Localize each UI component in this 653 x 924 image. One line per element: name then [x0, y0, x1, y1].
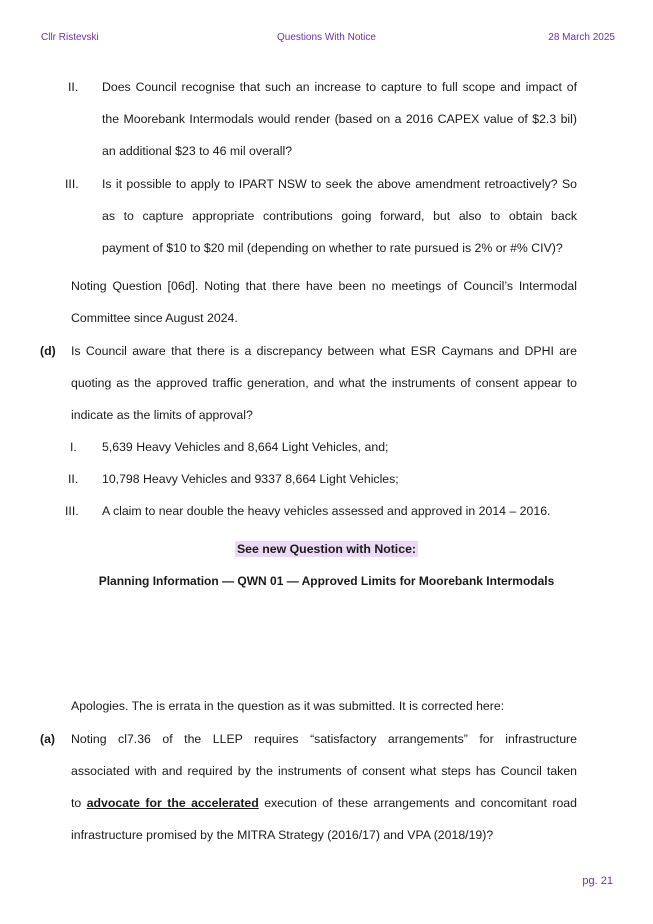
text-run: execution of these arrangements and concomitant road	[258, 796, 577, 810]
paragraph-line: Is it possible to apply to IPART NSW to seek the above amendment retroactively? So	[102, 177, 577, 191]
emphasis-text: advocate for the accelerated	[86, 796, 259, 810]
list-number: I.	[70, 440, 77, 454]
page-number: pg. 21	[582, 875, 613, 887]
paragraph-line: an additional $23 to 46 mil overall?	[102, 144, 293, 158]
question-label: (a)	[40, 732, 56, 746]
paragraph-line	[71, 795, 577, 811]
question-label: (d)	[40, 344, 56, 358]
list-number: III.	[65, 177, 79, 191]
header-title: Questions With Notice	[277, 32, 376, 43]
paragraph-line: Noting cl7.36 of the LLEP requires “satisfactory arrangements” for infrastructure	[71, 732, 577, 746]
text-run: to	[71, 796, 87, 810]
list-number: III.	[65, 504, 79, 518]
paragraph-line: the Moorebank Intermodals would render (based on a 2016 CAPEX value of $2.3 bil)	[102, 112, 577, 126]
list-item: 10,798 Heavy Vehicles and 9337 8,664 Light Vehicles;	[102, 472, 399, 486]
see-new-question-highlight: See new Question with Notice:	[236, 542, 416, 556]
header-author: Cllr Ristevski	[41, 32, 99, 43]
paragraph-line: as to capture appropriate contributions going forward, but also to obtain back	[102, 209, 577, 223]
paragraph-line: associated with and required by the instruments of consent what steps has Council taken	[71, 764, 577, 778]
paragraph-line: quoting as the approved traffic generation, and what the instruments of consent appear to	[71, 376, 577, 390]
see-new-wrapper	[0, 541, 653, 557]
apologies-text: Apologies. The is errata in the question as it was submitted. It is corrected here:	[71, 699, 505, 713]
paragraph-line: Is Council aware that there is a discrepancy between what ESR Caymans and DPHI are	[71, 344, 577, 358]
list-number: II.	[68, 472, 79, 486]
header-date: 28 March 2025	[548, 32, 615, 43]
paragraph-line: indicate as the limits of approval?	[71, 408, 253, 422]
paragraph-line: payment of $10 to $20 mil (depending on whether to rate pursued is 2% or #% CIV)?	[102, 241, 563, 255]
paragraph-line: Committee since August 2024.	[71, 311, 238, 325]
paragraph-line: Does Council recognise that such an increase to capture to full scope and impact of	[102, 80, 577, 94]
list-item: 5,639 Heavy Vehicles and 8,664 Light Vehicles, and;	[102, 440, 389, 454]
paragraph-line: Noting Question [06d]. Noting that there have been no meetings of Council’s Intermodal	[71, 279, 577, 293]
paragraph-line: infrastructure promised by the MITRA Strategy (2016/17) and VPA (2018/19)?	[71, 828, 494, 842]
list-number: II.	[68, 80, 79, 94]
list-item: A claim to near double the heavy vehicles assessed and approved in 2014 – 2016.	[102, 504, 551, 518]
planning-reference: Planning Information — QWN 01 — Approved Limits for Moorebank Intermodals	[98, 574, 555, 588]
